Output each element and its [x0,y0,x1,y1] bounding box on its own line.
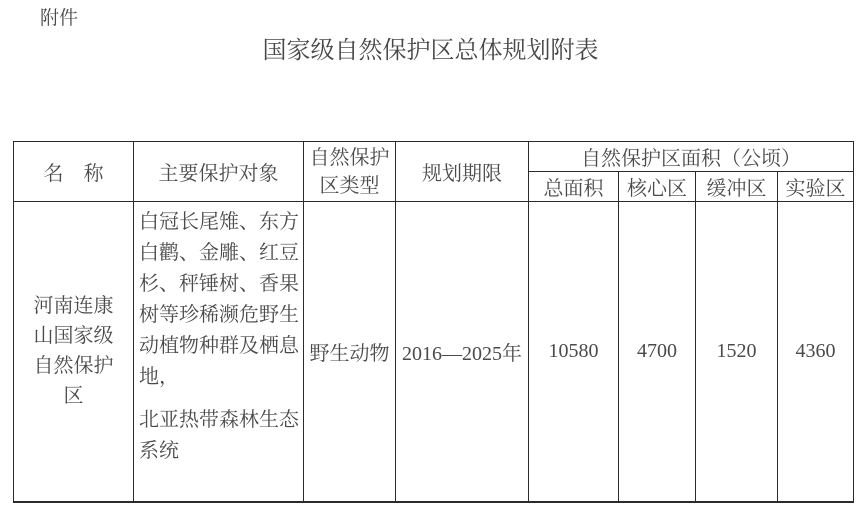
header-area-core: 核心区 [619,172,696,202]
header-reserve-type: 自然保护区类型 [304,142,396,202]
table-row [14,202,854,502]
cell-reserve-name: 河南连康山国家级自然保护区 [14,202,134,502]
protection-objects-paragraph-1: 白冠长尾雉、东方白鹳、金雕、红豆杉、秤锤树、香果树等珍稀濒危野生动植物种群及栖息地， [139,211,299,388]
plan-table [13,141,854,503]
cell-planning-period: 2016—2025年 [396,202,529,502]
protection-objects-paragraph-2: 北亚热带森林生态系统 [139,409,299,462]
header-area-total: 总面积 [529,172,619,202]
header-area-buffer: 缓冲区 [696,172,778,202]
header-area-experiment: 实验区 [778,172,854,202]
attachment-label: 附件 [40,8,79,29]
header-protection-objects: 主要保护对象 [134,142,304,202]
cell-reserve-type: 野生动物 [304,202,396,502]
header-name: 名 称 [14,142,134,202]
cell-protection-objects [134,202,304,502]
cell-area-core: 4700 [619,202,696,502]
header-planning-period: 规划期限 [396,142,529,202]
cell-area-experiment: 4360 [778,202,854,502]
page-title: 国家级自然保护区总体规划附表 [262,38,599,64]
cell-area-total: 10580 [529,202,619,502]
header-row-group [14,142,854,172]
cell-area-buffer: 1520 [696,202,778,502]
header-area-group: 自然保护区面积（公顷） [529,142,854,172]
